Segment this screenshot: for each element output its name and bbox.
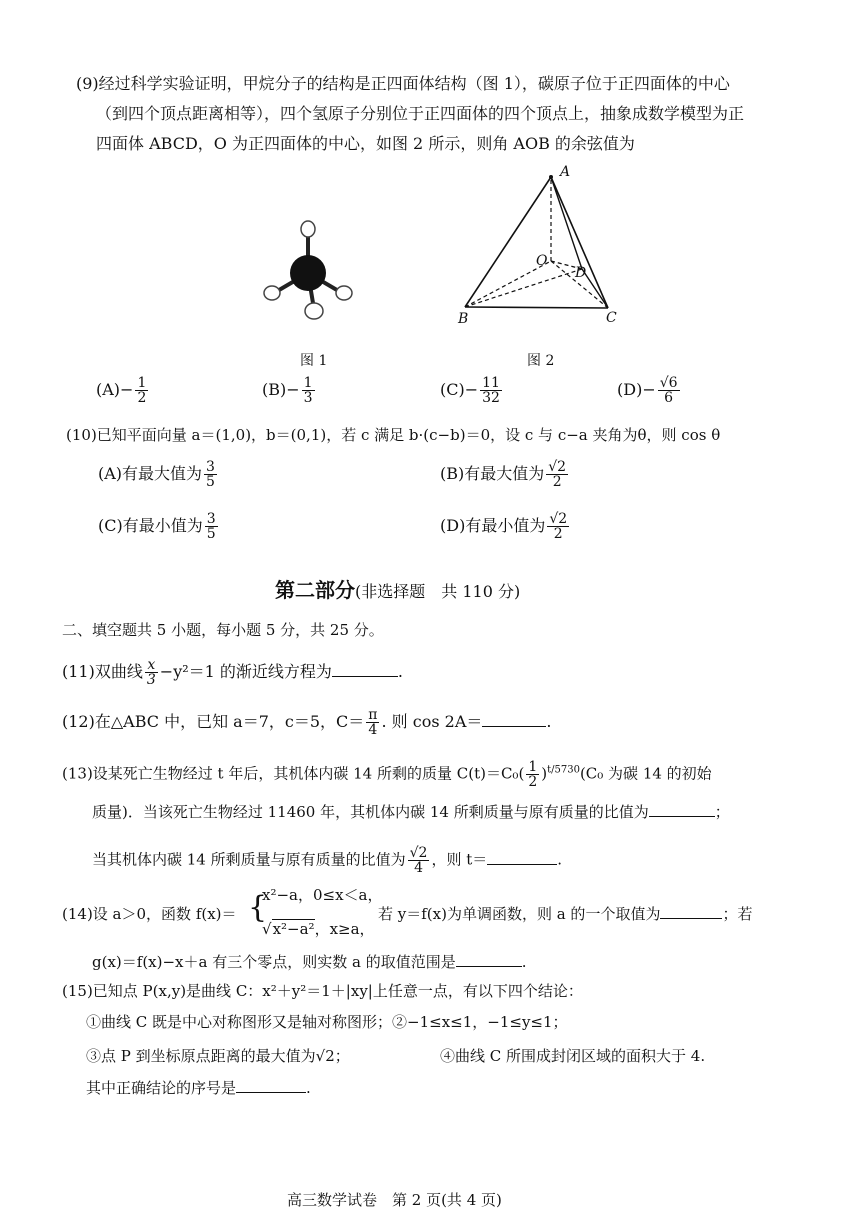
q15-line3a: ③点 P 到坐标原点距离的最大值为√2；: [86, 1047, 350, 1065]
figure1-caption: 图 1: [300, 353, 328, 369]
q15-answer-blank[interactable]: [236, 1078, 306, 1093]
q9-line3: 四面体 ABCD，O 为正四面体的中心，如图 2 所示，则角 AOB 的余弦值为: [96, 134, 635, 153]
q14-line2: g(x)＝f(x)−x＋a 有三个零点，则实数 a 的取值范围是 .: [92, 953, 527, 971]
q10-option-d: (D)有最小值为 $\frac{√2}{2}$: [440, 511, 568, 542]
q13-answer-blank-2[interactable]: [487, 850, 557, 865]
vertex-label-b: B: [458, 311, 469, 327]
q13-answer-blank-1[interactable]: [649, 802, 715, 817]
q14-prefix: (14)设 a＞0，函数 f(x)＝: [62, 905, 237, 923]
q10-stem: (10)已知平面向量 a＝(1,0)，b＝(0,1)，若 c 满足 b·(c−b)＝0，设 c 与 c−a 夹角为θ，则 cos θ: [66, 426, 721, 444]
q14-answer-blank-2[interactable]: [456, 952, 522, 967]
q9-line2: （到四个顶点距离相等），四个氢原子分别位于正四面体的四个顶点上，抽象成数学模型为正: [96, 104, 745, 123]
q9-option-a: (A)− $\frac{1}{2}$: [96, 375, 147, 406]
q14-case2: √x²−a²，x≥a，: [262, 920, 375, 938]
q14-answer-blank-1[interactable]: [660, 904, 722, 919]
figure2-caption: 图 2: [527, 353, 555, 369]
q14-brace: {: [248, 890, 268, 925]
q14-case1: x²−a，0≤x＜a，: [262, 886, 383, 904]
vertex-label-a: A: [560, 164, 571, 180]
q10-option-b: (B)有最大值为 $\frac{√2}{2}$: [440, 459, 567, 490]
part2-heading: 第二部分(非选择题 共 110 分): [275, 578, 521, 602]
page-footer: 高三数学试卷 第 2 页(共 4 页): [287, 1191, 502, 1209]
section-fill-in-heading: 二、填空题共 5 小题，每小题 5 分，共 25 分。: [62, 621, 384, 639]
q12: (12)在△ABC 中，已知 a＝7，c＝5，C＝ $\frac{\pi}{4}$ . 则 cos 2A＝ .: [62, 707, 552, 738]
q9-option-b: (B)− $\frac{1}{3}$: [262, 375, 313, 406]
q11: (11)双曲线 $\frac{x}{3}$ −y²＝1 的渐近线方程为 .: [62, 657, 404, 688]
q11-answer-blank[interactable]: [332, 662, 398, 677]
vertex-label-c: C: [606, 310, 617, 326]
q15-line2: ①曲线 C 既是中心对称图形又是轴对称图形；②−1≤x≤1，−1≤y≤1；: [86, 1013, 568, 1031]
center-label-o: O: [536, 253, 548, 269]
q9-line1: (9)经过科学实验证明，甲烷分子的结构是正四面体结构（图 1），碳原子位于正四面体的中心: [76, 74, 730, 93]
q13-line1: (13)设某死亡生物经过 t 年后，其机体内碳 14 所剩的质量 C(t)＝C₀( $\frac{1}{2}$ )$^{t/5730}$(C₀ 为碳 14 的初始: [62, 759, 712, 790]
q13-line2: 质量)．当该死亡生物经过 11460 年，其机体内碳 14 所剩质量与原有质量的比值为 ；: [92, 803, 730, 821]
q10-option-c: (C)有最小值为 $\frac{3}{5}$: [98, 511, 216, 542]
vertex-label-d: D: [575, 265, 587, 281]
q9-option-c: (C)− $\frac{11}{32}$: [440, 375, 500, 406]
q10-option-a: (A)有最大值为 $\frac{3}{5}$: [98, 459, 215, 490]
q15-line1: (15)已知点 P(x,y)是曲线 C：x²＋y²＝1＋|xy|上任意一点，有以下四个结论：: [62, 982, 583, 1000]
q9-option-d: (D)− $\frac{√6}{6}$: [617, 375, 678, 406]
q14-mid: 若 y＝f(x)为单调函数，则 a 的一个取值为 ；若: [378, 905, 753, 923]
q13-line3: 当其机体内碳 14 所剩质量与原有质量的比值为 $\frac{√2}{4}$ ，则 t＝ .: [92, 845, 563, 876]
q15-line3b: ④曲线 C 所围成封闭区域的面积大于 4.: [440, 1047, 706, 1065]
methane-molecule-figure: [258, 215, 358, 325]
q15-line4: 其中正确结论的序号是 .: [86, 1079, 311, 1097]
tetrahedron-figure: [450, 165, 630, 335]
q12-answer-blank[interactable]: [482, 712, 546, 727]
